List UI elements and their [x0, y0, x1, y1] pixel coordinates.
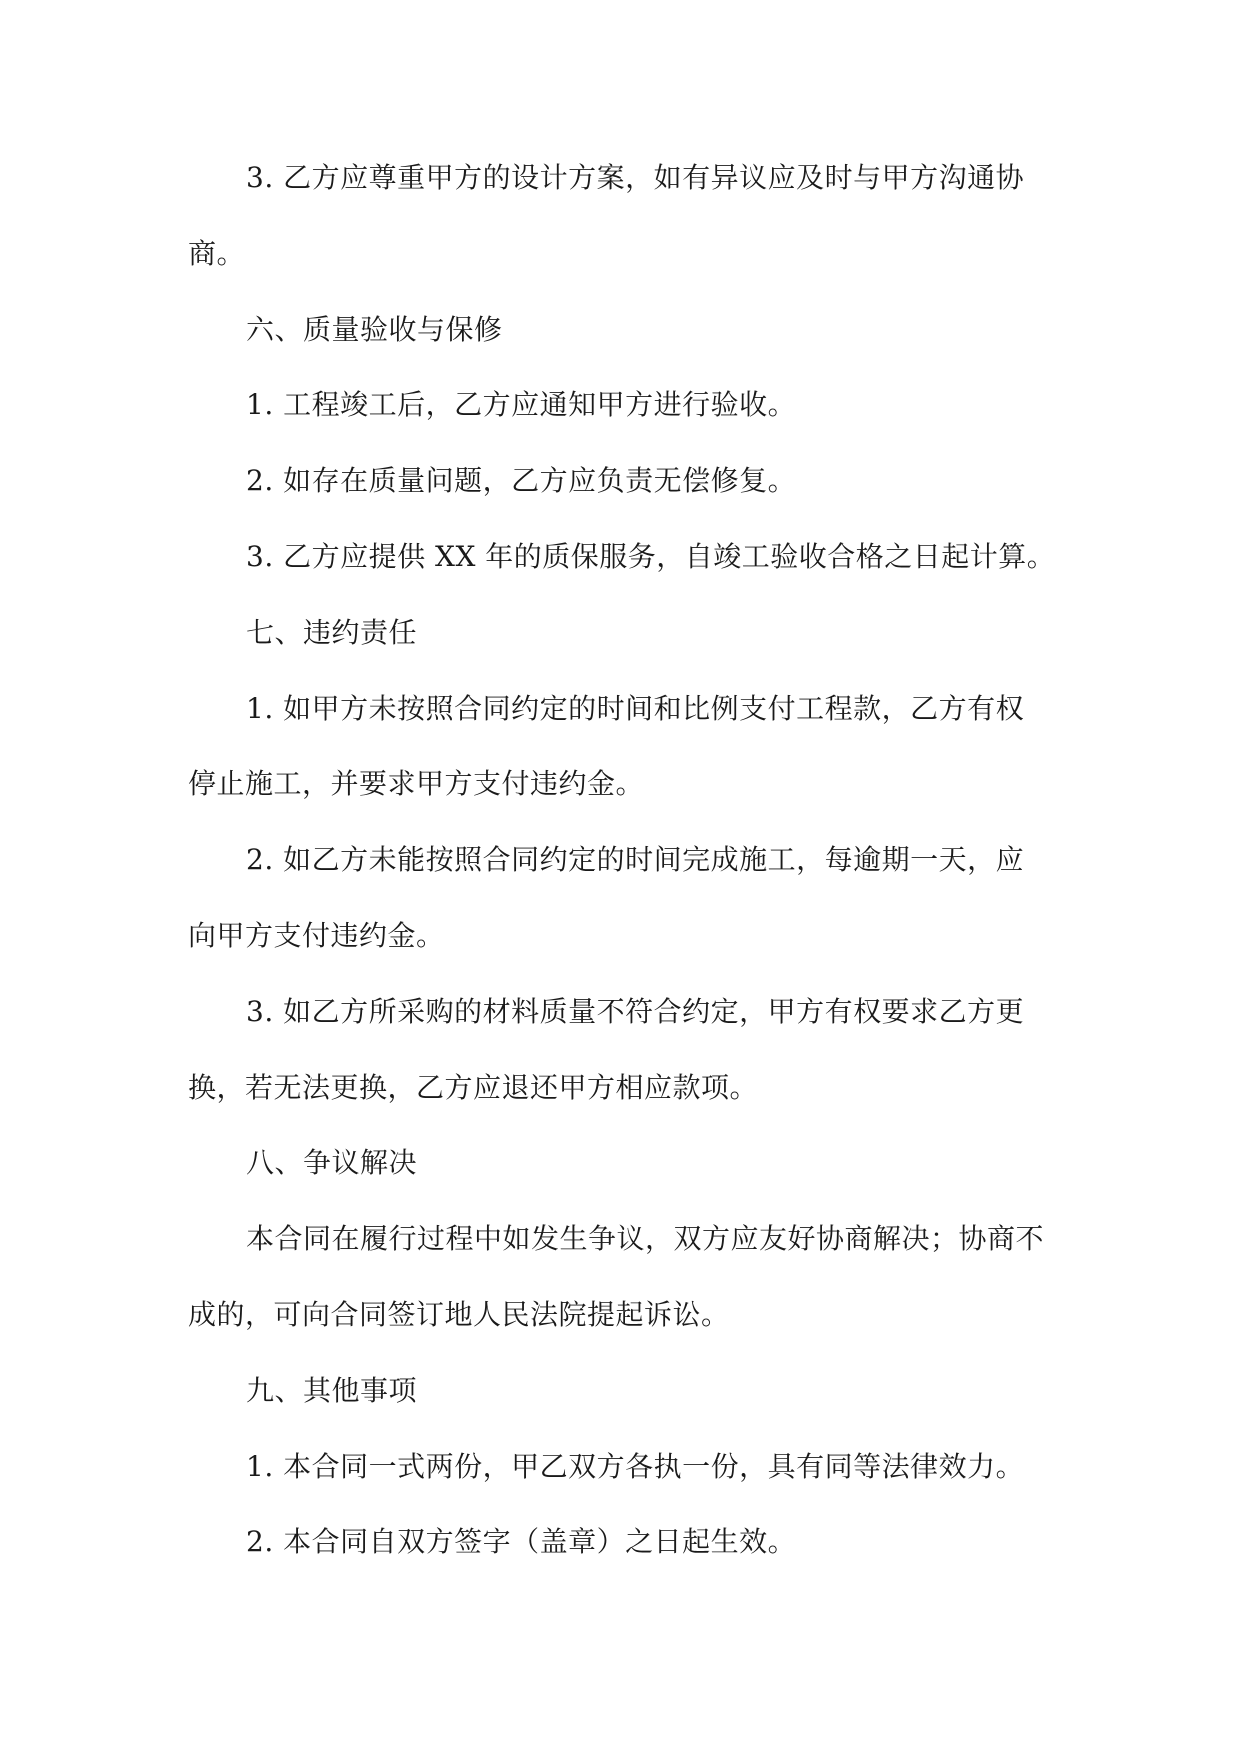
document-body: [188, 140, 1054, 1580]
dispute-paragraph-line-1: 本合同在履行过程中如发生争议，双方应友好协商解决；协商不: [246, 1222, 1045, 1256]
section-heading-quality: 六、质量验收与保修: [246, 312, 503, 346]
section-heading-other: 九、其他事项: [246, 1373, 418, 1407]
clause-5-3-line-1: 3. 乙方应尊重甲方的设计方案，如有异议应及时与甲方沟通协: [246, 161, 1025, 194]
clause-7-2-line-1: 2. 如乙方未能按照合同约定的时间完成施工，每逾期一天，应: [246, 843, 1025, 877]
clause-7-3-line-2: 换，若无法更换，乙方应退还甲方相应款项。: [188, 1070, 759, 1104]
section-heading-dispute: 八、争议解决: [246, 1146, 418, 1180]
clause-7-3-line-1: 3. 如乙方所采购的材料质量不符合约定，甲方有权要求乙方更: [246, 994, 1025, 1028]
section-heading-liability: 七、违约责任: [246, 615, 418, 649]
clause-9-2: 2. 本合同自双方签字（盖章）之日起生效。: [246, 1525, 797, 1559]
clause-7-2-line-2: 向甲方支付违约金。: [188, 918, 445, 952]
clause-6-1: 1. 工程竣工后，乙方应通知甲方进行验收。: [246, 388, 797, 422]
clause-9-1: 1. 本合同一式两份，甲乙双方各执一份，具有同等法律效力。: [246, 1449, 1025, 1483]
dispute-paragraph-line-2: 成的，可向合同签订地人民法院提起诉讼。: [188, 1297, 730, 1331]
clause-5-3-line-2: 商。: [188, 236, 246, 270]
clause-6-3: 3. 乙方应提供 XX 年的质保服务，自竣工验收合格之日起计算。: [246, 539, 1056, 573]
clause-7-1-line-2: 停止施工，并要求甲方支付违约金。: [188, 767, 645, 801]
clause-6-2: 2. 如存在质量问题，乙方应负责无偿修复。: [246, 464, 797, 498]
clause-7-1-line-1: 1. 如甲方未按照合同约定的时间和比例支付工程款，乙方有权: [246, 691, 1025, 725]
